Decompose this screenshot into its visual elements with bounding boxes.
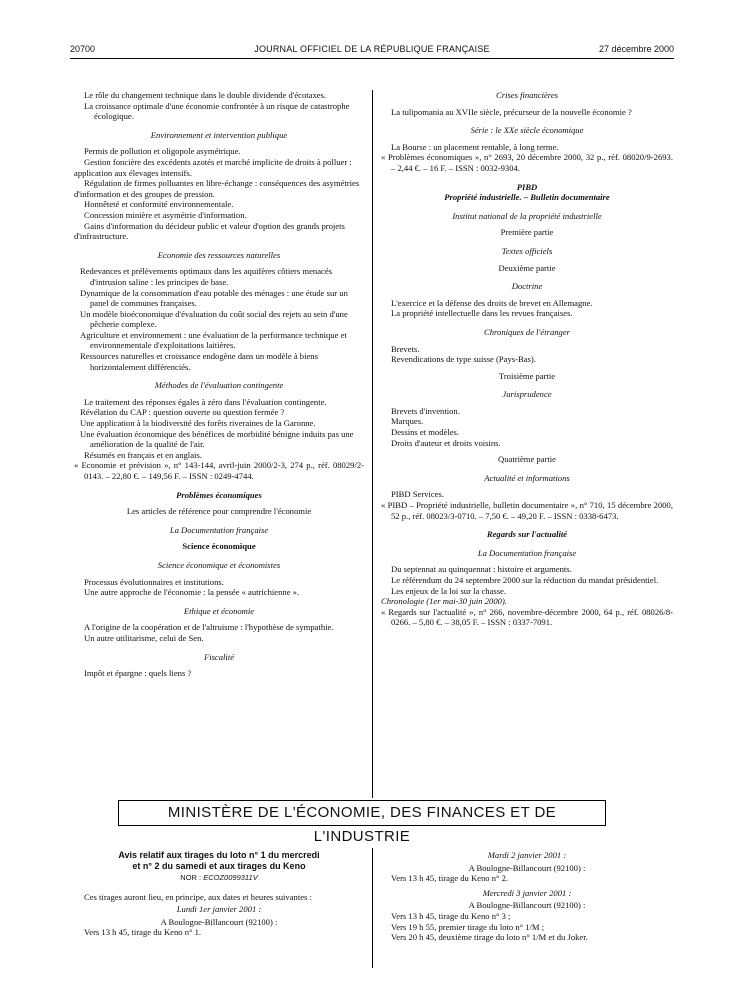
publication-reference: « Regards sur l'actualité », n° 266, novembre-décembre 2000, 64 p., réf. 08026/8-0266. – 5,80 €. – 38,05 F. – ISSN : 0337-7091. <box>381 606 673 628</box>
draw-item: Vers 13 h 45, tirage du Keno n° 2. <box>391 873 509 884</box>
publication-reference: « PIBD – Propriété industrielle, bulletin documentaire », n° 710, 15 décembre 2000, 52 p., réf. 08023/3-0710. – 7,50 €. – 49,20 F. – ISSN : 0338-6473. <box>381 500 673 521</box>
section-heading: Regards sur l'actualité <box>486 529 568 540</box>
publisher-name: La Documentation française <box>169 524 269 535</box>
paragraph: Le référendum du 24 septembre 2000 sur la réduction du mandat présidentiel. <box>391 575 659 585</box>
paragraph: Un autre utilitarisme, celui de Sen. <box>84 632 204 643</box>
paragraph: Processus évolutionnaires et institutions. <box>84 576 224 587</box>
paragraph: Ces tirages auront lieu, en principe, aux dates et heures suivantes : <box>84 891 312 902</box>
nor-label: NOR : <box>180 873 202 882</box>
nor-reference <box>74 873 364 884</box>
paragraph: La Bourse : un placement rentable, à long terme. <box>391 141 559 152</box>
paragraph: L'exercice et la défense des droits de brevet en Allemagne. <box>391 297 593 308</box>
avis-title <box>74 850 364 872</box>
paragraph: Redevances et prélèvements optimaux dans les aquifères côtiers menacés d'intrusion saline : les principes de base. <box>80 266 332 287</box>
left-column <box>74 90 364 679</box>
issue-date: 27 décembre 2000 <box>598 44 674 54</box>
paragraph: Ressources naturelles et croissance endogène dans un modèle à biens horizontalement différenciés. <box>80 351 318 372</box>
paragraph: Les enjeux de la loi sur la chasse. <box>391 585 507 596</box>
paragraph: Impôt et épargne : quels liens ? <box>84 668 192 679</box>
paragraph: La tulipomania au XVIIe siècle, précurseur de la nouvelle économie ? <box>391 106 632 117</box>
draw-date: Mardi 2 janvier 2001 : <box>487 850 567 860</box>
publication-reference: « Problèmes économiques », n° 2693, 20 décembre 2000, 32 p., réf. 08020/9-2693. – 2,44 €. – 16 F. – ISSN : 0032-9304. <box>381 152 673 173</box>
part-heading: Première partie <box>500 227 554 238</box>
draw-place: A Boulogne-Billancourt (92100) : <box>468 862 586 873</box>
paragraph: La propriété intellectuelle dans les revues françaises. <box>391 308 573 319</box>
section-heading: Propriété industrielle. – Bulletin documentaire <box>444 192 610 203</box>
draw-item: Vers 13 h 45, tirage du Keno n° 1. <box>84 927 202 938</box>
column-divider <box>372 90 373 798</box>
paragraph: Dynamique de la consommation d'eau potable des ménages : une étude sur un panel de communes françaises. <box>80 287 348 309</box>
paragraph: PIBD Services. <box>391 489 444 500</box>
section-heading: Ethique et économie <box>183 605 255 616</box>
paragraph: Gestion foncière des excédents azotés et marché implicite de droits à polluer : application aux élevages intensifs. <box>74 156 352 178</box>
publication-reference: « Economie et prévision », n° 143-144, avril-juin 2000/2-3, 274 p., réf. 08029/2-0143. – 22,80 €. – 149,56 F. – ISSN : 0249-4744. <box>74 460 364 481</box>
section-heading: Economie des ressources naturelles <box>157 249 281 260</box>
section-heading: Fiscalité <box>203 651 235 662</box>
paragraph: Régulation de firmes polluantes en libre-échange : conséquences des asymétries d'information et des groupes de pression. <box>74 178 360 199</box>
section-heading: Série : le XXe siècle économique <box>470 125 584 136</box>
paragraph: A l'origine de la coopération et de l'altruisme : l'hypothèse de sympathie. <box>84 622 334 633</box>
draw-place: A Boulogne-Billancourt (92100) : <box>160 916 278 927</box>
avis-left-column <box>74 850 364 938</box>
section-heading: Problèmes économiques <box>176 489 262 500</box>
publisher-name: Institut national de la propriété industrielle <box>452 210 602 221</box>
section-heading: Crises financières <box>496 90 558 100</box>
draw-item: Vers 13 h 45, tirage du Keno n° 3 ; <box>391 910 511 921</box>
draw-date: Lundi 1er janvier 2001 : <box>176 904 262 915</box>
part-heading: Deuxième partie <box>498 262 556 273</box>
section-heading: Méthodes de l'évaluation contingente <box>154 380 284 391</box>
paragraph: Chronologie (1er mai-30 juin 2000). <box>381 596 507 607</box>
draw-item: Vers 19 h 55, premier tirage du loto n° 1/M ; <box>391 921 545 932</box>
nor-code: ECOZ0099311V <box>203 873 258 882</box>
draw-place: A Boulogne-Billancourt (92100) : <box>468 900 586 911</box>
paragraph: Marques. <box>391 416 424 427</box>
right-column <box>381 90 673 628</box>
subheading: Les articles de référence pour comprendre l'économie <box>126 506 312 517</box>
paragraph: Brevets. <box>391 343 420 354</box>
paragraph: Un modèle bioéconomique d'évaluation du coût social des rejets au sein d'une pêcherie complexe. <box>80 308 348 330</box>
paragraph: Le rôle du changement technique dans le double dividende d'écotaxes. <box>84 90 327 100</box>
part-heading: Troisième partie <box>498 370 556 381</box>
column-divider <box>372 848 373 968</box>
running-header <box>70 42 674 59</box>
paragraph: Une autre approche de l'économie : la pensée « autrichienne ». <box>84 587 300 598</box>
paragraph: Dessins et modèles. <box>391 427 460 438</box>
paragraph: Une évaluation économique des bénéfices de morbidité bénigne induits pas une amélioration de la qualité de l'air. <box>80 428 354 450</box>
section-heading: Textes officiels <box>501 245 553 256</box>
paragraph: Gains d'information du décideur public et valeur d'option des grands projets d'infrastructure. <box>74 220 345 242</box>
ministry-banner: MINISTÈRE DE L'ÉCONOMIE, DES FINANCES ET DE L'INDUSTRIE <box>118 800 606 826</box>
paragraph: La croissance optimale d'une économie confrontée à un risque de catastrophe écologique. <box>84 100 350 122</box>
section-heading: Jurisprudence <box>502 389 552 400</box>
paragraph: Agriculture et environnement : une évaluation de la performance technique et environnementale d'exploitations laitières. <box>80 329 347 351</box>
publisher-name: La Documentation française <box>477 547 577 558</box>
paragraph: Une application à la biodiversité des forêts riveraines de la Garonne. <box>80 418 316 429</box>
paragraph: Brevets d'invention. <box>391 405 460 416</box>
section-heading: Environnement et intervention publique <box>150 129 288 140</box>
paragraph: Du septennat au quinquennat : histoire et arguments. <box>391 564 572 575</box>
section-heading: Chroniques de l'étranger <box>483 326 571 337</box>
paragraph: Droits d'auteur et droits voisins. <box>391 437 501 448</box>
paragraph: Concession minière et asymétrie d'information. <box>84 209 247 220</box>
paragraph: Révélation du CAP : question ouverte ou question fermée ? <box>80 407 285 418</box>
paragraph: Résumés en français et en anglais. <box>84 449 202 460</box>
section-heading: Science économique et économistes <box>157 559 281 570</box>
avis-title-line: et n° 2 du samedi et aux tirages du Keno <box>132 861 306 871</box>
paragraph: Revendications de type suisse (Pays-Bas). <box>391 354 536 365</box>
section-heading: Actualité et informations <box>484 472 570 483</box>
paragraph: Le traitement des réponses égales à zéro dans l'évaluation contingente. <box>84 396 327 407</box>
paragraph: Permis de pollution et oligopole asymétrique. <box>84 146 241 157</box>
draw-date: Mercredi 3 janvier 2001 : <box>482 887 572 898</box>
page-number: 20700 <box>70 44 96 54</box>
section-heading: PIBD <box>516 181 538 192</box>
paragraph: Honnêteté et conformité environnementale. <box>84 199 234 210</box>
draw-item: Vers 20 h 45, deuxième tirage du loto n° 1/M et du Joker. <box>391 932 588 943</box>
section-heading: Science économique <box>182 541 256 552</box>
avis-right-column <box>381 850 673 943</box>
journal-title: JOURNAL OFFICIEL DE LA RÉPUBLIQUE FRANÇAISE <box>254 44 490 54</box>
avis-title-line: Avis relatif aux tirages du loto n° 1 du mercredi <box>118 850 320 860</box>
section-heading: Doctrine <box>511 281 543 292</box>
part-heading: Quatrième partie <box>498 454 556 465</box>
